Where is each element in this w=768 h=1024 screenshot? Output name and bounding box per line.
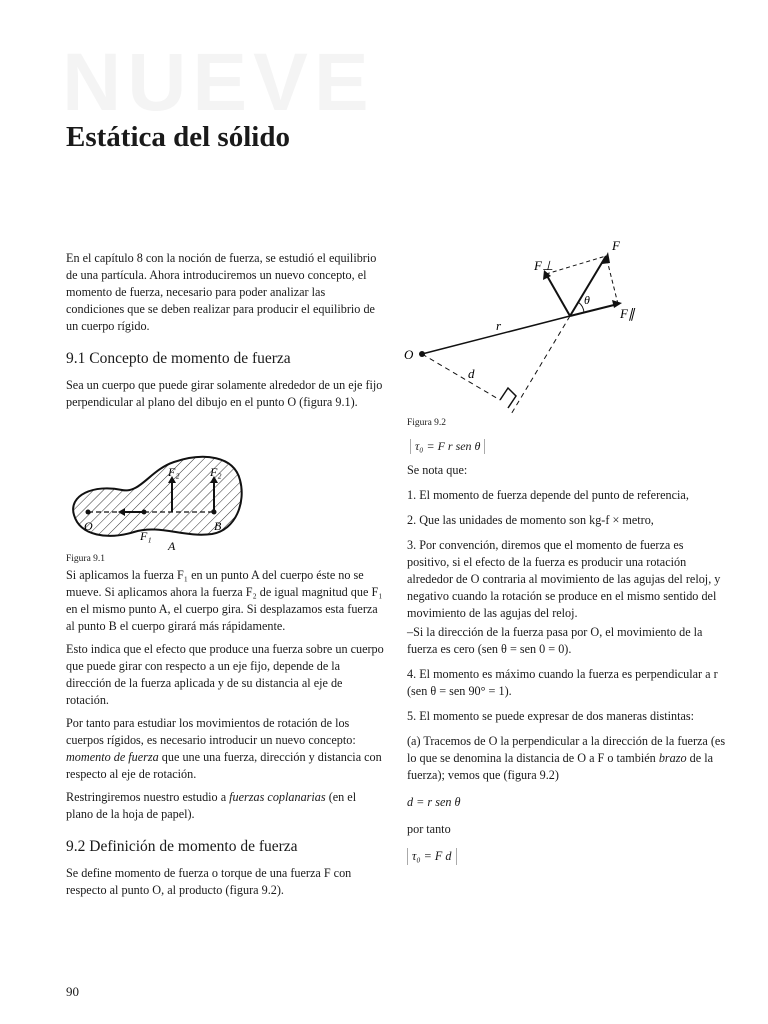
label-f2-left: F₂ [168, 465, 180, 479]
p4-emphasis: momento de fuerza [66, 750, 159, 764]
label-d: d [468, 366, 475, 381]
label-b: B [214, 519, 222, 533]
left-column [66, 250, 384, 905]
label-f2-right: F₂ [210, 465, 222, 479]
note-a-emphasis: brazo [658, 751, 687, 765]
notes-intro: Se nota que: [407, 463, 468, 477]
note-3: 3. Por convención, diremos que el momento de fuerza es positivo, si el efecto de la fuerza es producir una rotación alrededor de O contraria al movimiento de las agujas del reloj, y negativo cuando la rotación se produce en el mismo sentido del movimiento de las agujas del reloj. [407, 538, 721, 620]
chapter-number-watermark: NUEVE [62, 37, 375, 128]
label-f: F [612, 238, 620, 253]
section1-paragraph-3: Esto indica que el efecto que produce una fuerza sobre un cuerpo que puede girar con respecto a un eje fijo, depende de la dirección de la fuerza aplicada y de su distancia al eje de rotación. [66, 642, 384, 707]
note-a [407, 733, 727, 784]
label-f1: F₁ [140, 529, 152, 543]
p4-text-a: Por tanto para estudiar los movimientos de rotación de los cuerpos rígidos, es necesario introducir un nuevo concepto: [66, 716, 356, 747]
note-4: 4. El momento es máximo cuando la fuerza es perpendicular a r (sen θ = sen 90° = 1). [407, 667, 718, 698]
force-f-arrowhead [602, 252, 610, 264]
note-5: 5. El momento se puede expresar de dos maneras distintas: [407, 709, 695, 723]
por-tanto-text: por tanto [407, 822, 451, 836]
equation-d: d = r sen θ [407, 795, 461, 809]
figure-9-2-caption: Figura 9.2 [407, 418, 447, 428]
label-theta: θ [584, 293, 590, 307]
label-f-parallel: F∥ [620, 306, 635, 321]
distance-d-dashed [422, 354, 500, 400]
section1-paragraph-1: Sea un cuerpo que puede girar solamente alrededor de un eje fijo perpendicular al plano del dibujo en el punto O (figura 9.1). [66, 378, 383, 409]
intro-paragraph: En el capítulo 8 con la noción de fuerza, se estudió el equilibrio de una partícula. Ahora introduciremos un nuevo concepto, el momento de fuerza, necesario para poder analizar las condiciones que se deben realizar para producir el equilibrio de un cuerpo rígido. [66, 251, 377, 333]
label-o: O [404, 347, 414, 362]
force-line-extension [510, 316, 570, 416]
section1-paragraph-2: Si aplicamos la fuerza F₁ en un punto A del cuerpo éste no se mueve. Si aplicamos ahora la fuerza F₂ de igual magnitud que F₁ en el mismo punto A, el cuerpo gira. Si desplazamos esta fuerza al punto B el cuerpo girará más rápidamente. [66, 568, 383, 633]
section1-paragraph-4 [66, 715, 384, 783]
section-heading-9-1: 9.1 Concepto de momento de fuerza [66, 350, 291, 367]
right-column [407, 462, 727, 873]
p5-text-b: (en el plano de la hoja de papel). [66, 790, 357, 821]
section1-paragraph-5 [66, 789, 384, 823]
figure-9-1-caption: Figura 9.1 [66, 554, 106, 564]
figure-9-2-diagram [400, 236, 650, 436]
note-3b: –Si la dirección de la fuerza pasa por O, el movimiento de la fuerza es cero (sen θ = sen 0 = 0). [407, 625, 703, 656]
equation-torque-fd [407, 848, 727, 865]
note-a-text-a: (a) Tracemos de O la perpendicular a la dirección de la fuerza (es lo que se denomina la distancia de O a F o también [407, 734, 726, 765]
note-1: 1. El momento de fuerza depende del punto de referencia, [407, 488, 689, 502]
label-o: O [84, 519, 93, 533]
chapter-title: Estática del sólido [66, 121, 290, 153]
p5-text-a: Restringiremos nuestro estudio a [66, 790, 230, 804]
note-a-text-b: de la fuerza); vemos que (figura 9.2) [407, 751, 713, 782]
dashed-par-to-f [606, 256, 618, 304]
page-number: 90 [66, 984, 79, 999]
note-2: 2. Que las unidades de momento son kg-f × metro, [407, 513, 654, 527]
right-angle-marker [500, 388, 516, 408]
section-heading-9-2: 9.2 Definición de momento de fuerza [66, 838, 298, 855]
label-a: A [168, 539, 176, 553]
figure-9-1-diagram [64, 450, 250, 554]
section2-paragraph-1: Se define momento de fuerza o torque de una fuerza F con respecto al punto O, al producto (figura 9.2). [66, 866, 352, 897]
p4-text-b: que une una fuerza, dirección y distancia con respecto al eje de rotación. [66, 750, 382, 781]
force-perp-arrow [546, 274, 570, 316]
figure-9-2-equation [410, 439, 485, 454]
label-f-perp: F⊥ [534, 258, 554, 273]
point-o-marker [86, 510, 91, 515]
label-r: r [496, 318, 502, 333]
p5-emphasis: fuerzas coplanarias [229, 790, 326, 804]
torque-equation-box: τ₀ = F r sen θ [410, 439, 485, 454]
torque-fd-box: τ₀ = F d [407, 848, 457, 865]
